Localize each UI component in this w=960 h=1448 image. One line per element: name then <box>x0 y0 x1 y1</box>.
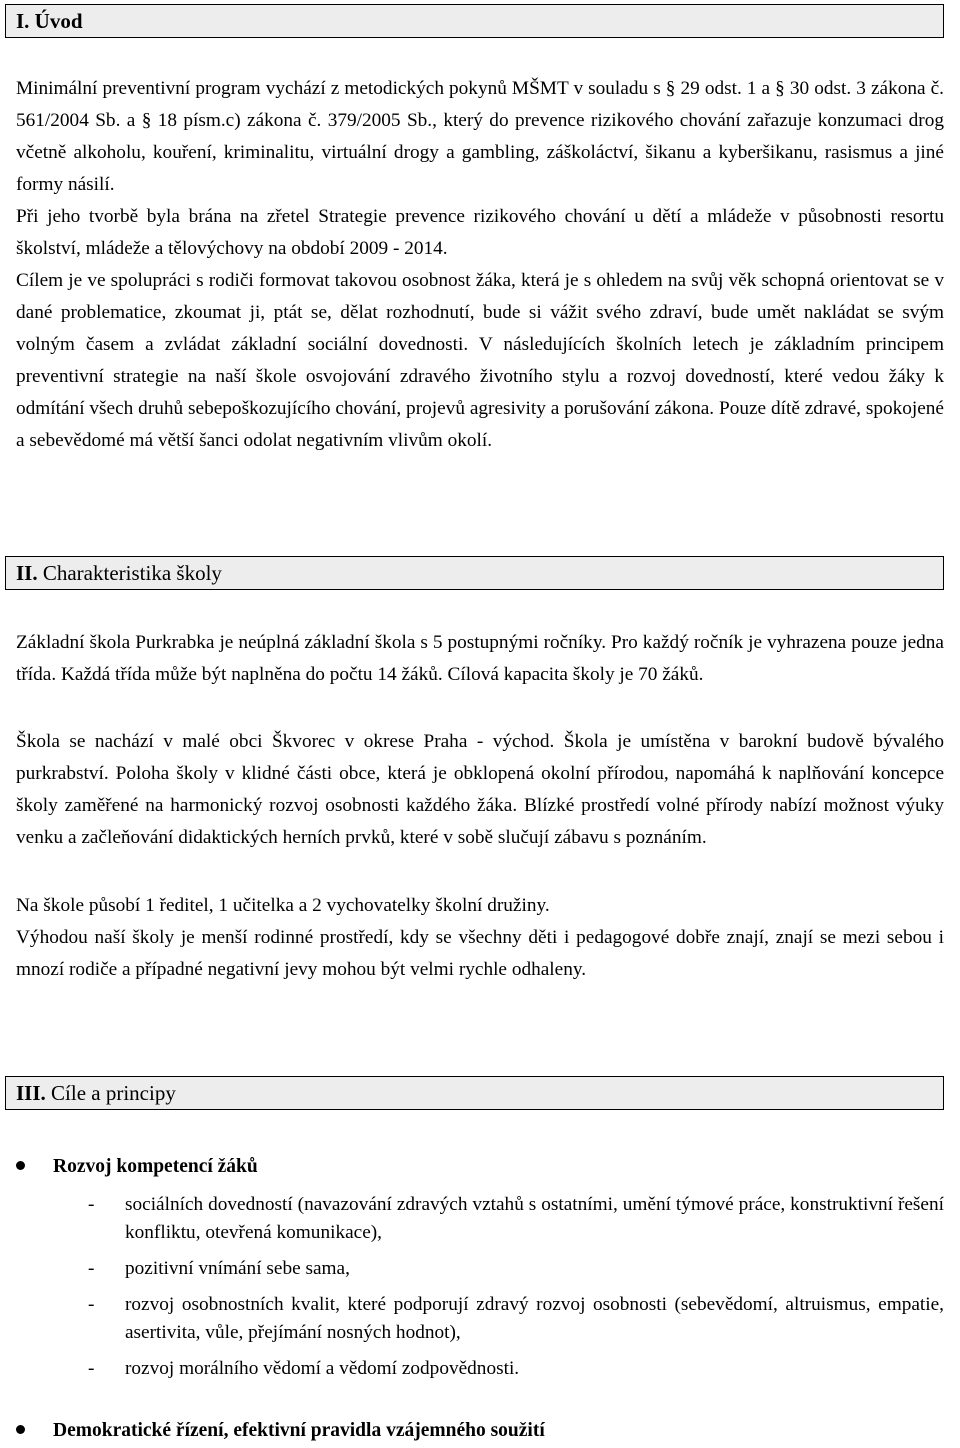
bullet-dot-icon <box>16 1161 25 1170</box>
list-item <box>88 1355 944 1383</box>
list-item <box>88 1255 944 1283</box>
section-title-uvod: I. Úvod <box>16 9 83 33</box>
intro-paragraph-strategy: Při jeho tvorbě byla brána na zřetel Strategie prevence rizikového chování u dětí a mládeže v působnosti resortu školství, mládeže a tělovýchovy na období 2009 - 2014. <box>16 206 944 259</box>
section-header-uvod <box>5 4 944 38</box>
list-item-text: rozvoj osobnostních kvalit, které podporují zdravý rozvoj osobnosti (sebevědomí, altruismus, empatie, asertivita, vůle, přejímání nosných hodnot), <box>125 1294 944 1343</box>
list-item-text: sociálních dovedností (navazování zdravých vztahů s ostatními, umění týmové práce, konstruktivní řešení konfliktu, otevřená komunikace), <box>125 1194 944 1243</box>
section-title-cile: III. Cíle a principy <box>16 1081 176 1105</box>
list-item-text: rozvoj morálního vědomí a vědomí zodpovědnosti. <box>125 1358 520 1379</box>
list-item <box>88 1191 944 1247</box>
list-item <box>88 1291 944 1347</box>
section-header-cile <box>5 1076 944 1110</box>
section-header-charakteristika <box>5 556 944 590</box>
section-title-charakteristika: II. Charakteristika školy <box>16 561 222 585</box>
intro-paragraph-goal: Cílem je ve spolupráci s rodiči formovat takovou osobnost žáka, která je s ohledem na svůj věk schopná orientovat se v dané problematice, zkoumat ji, ptát se, dělat rozhodnutí, bude si vážit svého zdraví, bude umět nakládat se svým volným časem a zvládat základní sociální dovednosti. V následujících školních letech je základním principem preventivní strategie na naší škole osvojování zdravého životního stylu a rozvoj dovedností, které vedou žáky k odmítání všech druhů sebepoškozujícího chování, projevů agresivity a porušování zákona. Pouze dítě zdravé, spokojené a sebevědomé má větší šanci odolat negativním vlivům okolí. <box>16 270 944 451</box>
bullet-title-demokraticke: Demokratické řízení, efektivní pravidla vzájemného soužití <box>53 1420 545 1441</box>
school-paragraph-location: Škola se nachází v malé obci Škvorec v okrese Praha - východ. Škola je umístěna v barokní budově bývalého purkrabství. Poloha školy v klidné části obce, která je obklopená okolní přírodou, napomáhá k naplňování koncepce školy zaměřené na harmonický rozvoj osobnosti každého žáka. Blízké prostředí volné přírody nabízí možnost výuky venku a začleňování didaktických herních prvků, které v sobě slučují zábavu s poznáním. <box>16 731 944 848</box>
school-paragraph-advantages: Výhodou naší školy je menší rodinné prostředí, kdy se všechny děti i pedagogové dobře znají, znají se mezi sebou i mnozí rodiče a případné negativní jevy mohou být velmi rychle odhaleny. <box>16 927 944 980</box>
school-paragraph-staff: Na škole působí 1 ředitel, 1 učitelka a 2 vychovatelky školní družiny. <box>16 895 550 916</box>
dash-marker: - <box>88 1358 95 1379</box>
dash-marker: - <box>88 1194 95 1215</box>
bullet-title-rozvoj: Rozvoj kompetencí žáků <box>53 1156 258 1177</box>
dash-marker: - <box>88 1258 95 1279</box>
dash-marker: - <box>88 1294 95 1315</box>
bullet-dot-icon <box>16 1425 25 1434</box>
school-paragraph-overview: Základní škola Purkrabka je neúplná základní škola s 5 postupnými ročníky. Pro každý ročník je vyhrazena pouze jedna třída. Každá třída může být naplněna do počtu 14 žáků. Cílová kapacita školy je 70 žáků. <box>16 632 944 685</box>
bullet-rozvoj-kompetenci <box>16 1154 258 1180</box>
intro-paragraph-legal: Minimální preventivní program vychází z metodických pokynů MŠMT v souladu s § 29 odst. 1 a § 30 odst. 3 zákona č. 561/2004 Sb. a § 18 písm.c) zákona č. 379/2005 Sb., který do prevence rizikového chování zařazuje konzumaci drog včetně alkoholu, kouření, kriminalitu, virtuální drogy a gambling, záškoláctví, šikanu a kyberšikanu, rasismus a jiné formy násilí. <box>16 78 944 195</box>
list-item-text: pozitivní vnímání sebe sama, <box>125 1258 350 1279</box>
bullet-demokraticke-rizeni <box>16 1418 545 1444</box>
